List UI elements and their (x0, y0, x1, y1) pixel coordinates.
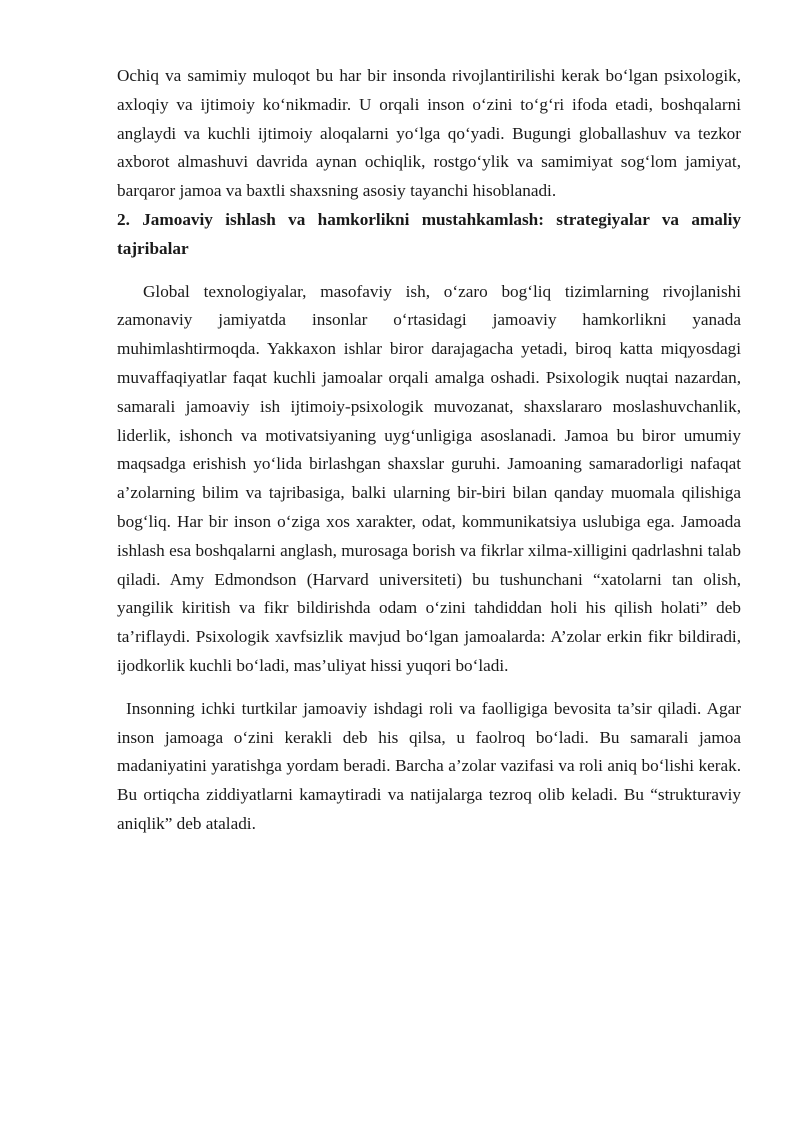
paragraph-teamwork: Global texnologiyalar, masofaviy ish, o‘zaro bog‘liq tizimlarning rivojlanishi zamonaviy jamiyatda insonlar o‘rtasidagi jamoaviy hamkorlikni yanada muhimlashtirmoqda. Yakkaxon ishlar biror darajagacha yetadi, biroq katta miqyosdagi muvaffaqiyatlar faqat kuchli jamoalar orqali amalga oshadi. Psixologik nuqtai nazardan, samarali jamoaviy ish ijtimoiy-psixologik muvozanat, shaxslararo moslashuvchanlik, liderlik, ishonch va motivatsiyaning uyg‘unligiga asoslanadi. Jamoa bu biror umumiy maqsadga erishish yo‘lida birlashgan shaxslar guruhi. Jamoaning samaradorligi nafaqat a’zolarning bilim va tajribasiga, balki ularning bir-biri bilan qanday muomala qilishiga bog‘liq. Har bir inson o‘ziga xos xarakter, odat, kommunikatsiya uslubiga ega. Jamoada ishlash esa boshqalarni anglash, murosaga borish va fikrlar xilma-xilligini qadrlashni talab qiladi. Amy Edmondson (Harvard universiteti) bu tushunchani “xatolarni tan olish, yangilik kiritish va fikr bildirishda odam o‘zini tahdiddan holi his qilish holati” deb ta’riflaydi. Psixologik xavfsizlik mavjud bo‘lgan jamoalarda: A’zolar erkin fikr bildiradi, ijodkorlik kuchli bo‘ladi, mas’uliyat hissi yuqori bo‘ladi. (117, 281, 741, 675)
paragraph-open-communication: Ochiq va samimiy muloqot bu har bir insonda rivojlantirilishi kerak bo‘lgan psixologik, axloqiy va ijtimoiy ko‘nikmadir. U orqali inson o‘zini to‘g‘ri ifoda etadi, boshqalarni anglaydi va kuchli ijtimoiy aloqalarni yo‘lga qo‘yadi. Bugungi globallashuv va tezkor axborot almashuvi davrida aynan ochiqlik, rostgo‘ylik va samimiyat sog‘lom jamiyat, barqaror jamoa va baxtli shaxsning asosiy tayanchi hisoblanadi. (117, 66, 741, 201)
document-page (117, 62, 741, 839)
section-heading: 2. Jamoaviy ishlash va hamkorlikni mustahkamlash: strategiyalar va amaliy tajribalar (117, 209, 741, 258)
paragraph-motivation: Insonning ichki turtkilar jamoaviy ishdagi roli va faolligiga bevosita ta’sir qiladi. Agar inson jamoaga o‘zini kerakli deb his qilsa, u faolroq bo‘ladi. Bu samarali jamoa madaniyatini yaratishga yordam beradi. Barcha a’zolar vazifasi va roli aniq bo‘lishi kerak. Bu ortiqcha ziddiyatlarni kamaytiradi va natijalarga tezroq olib keladi. Bu “strukturaviy aniqlik” deb ataladi. (117, 698, 741, 833)
